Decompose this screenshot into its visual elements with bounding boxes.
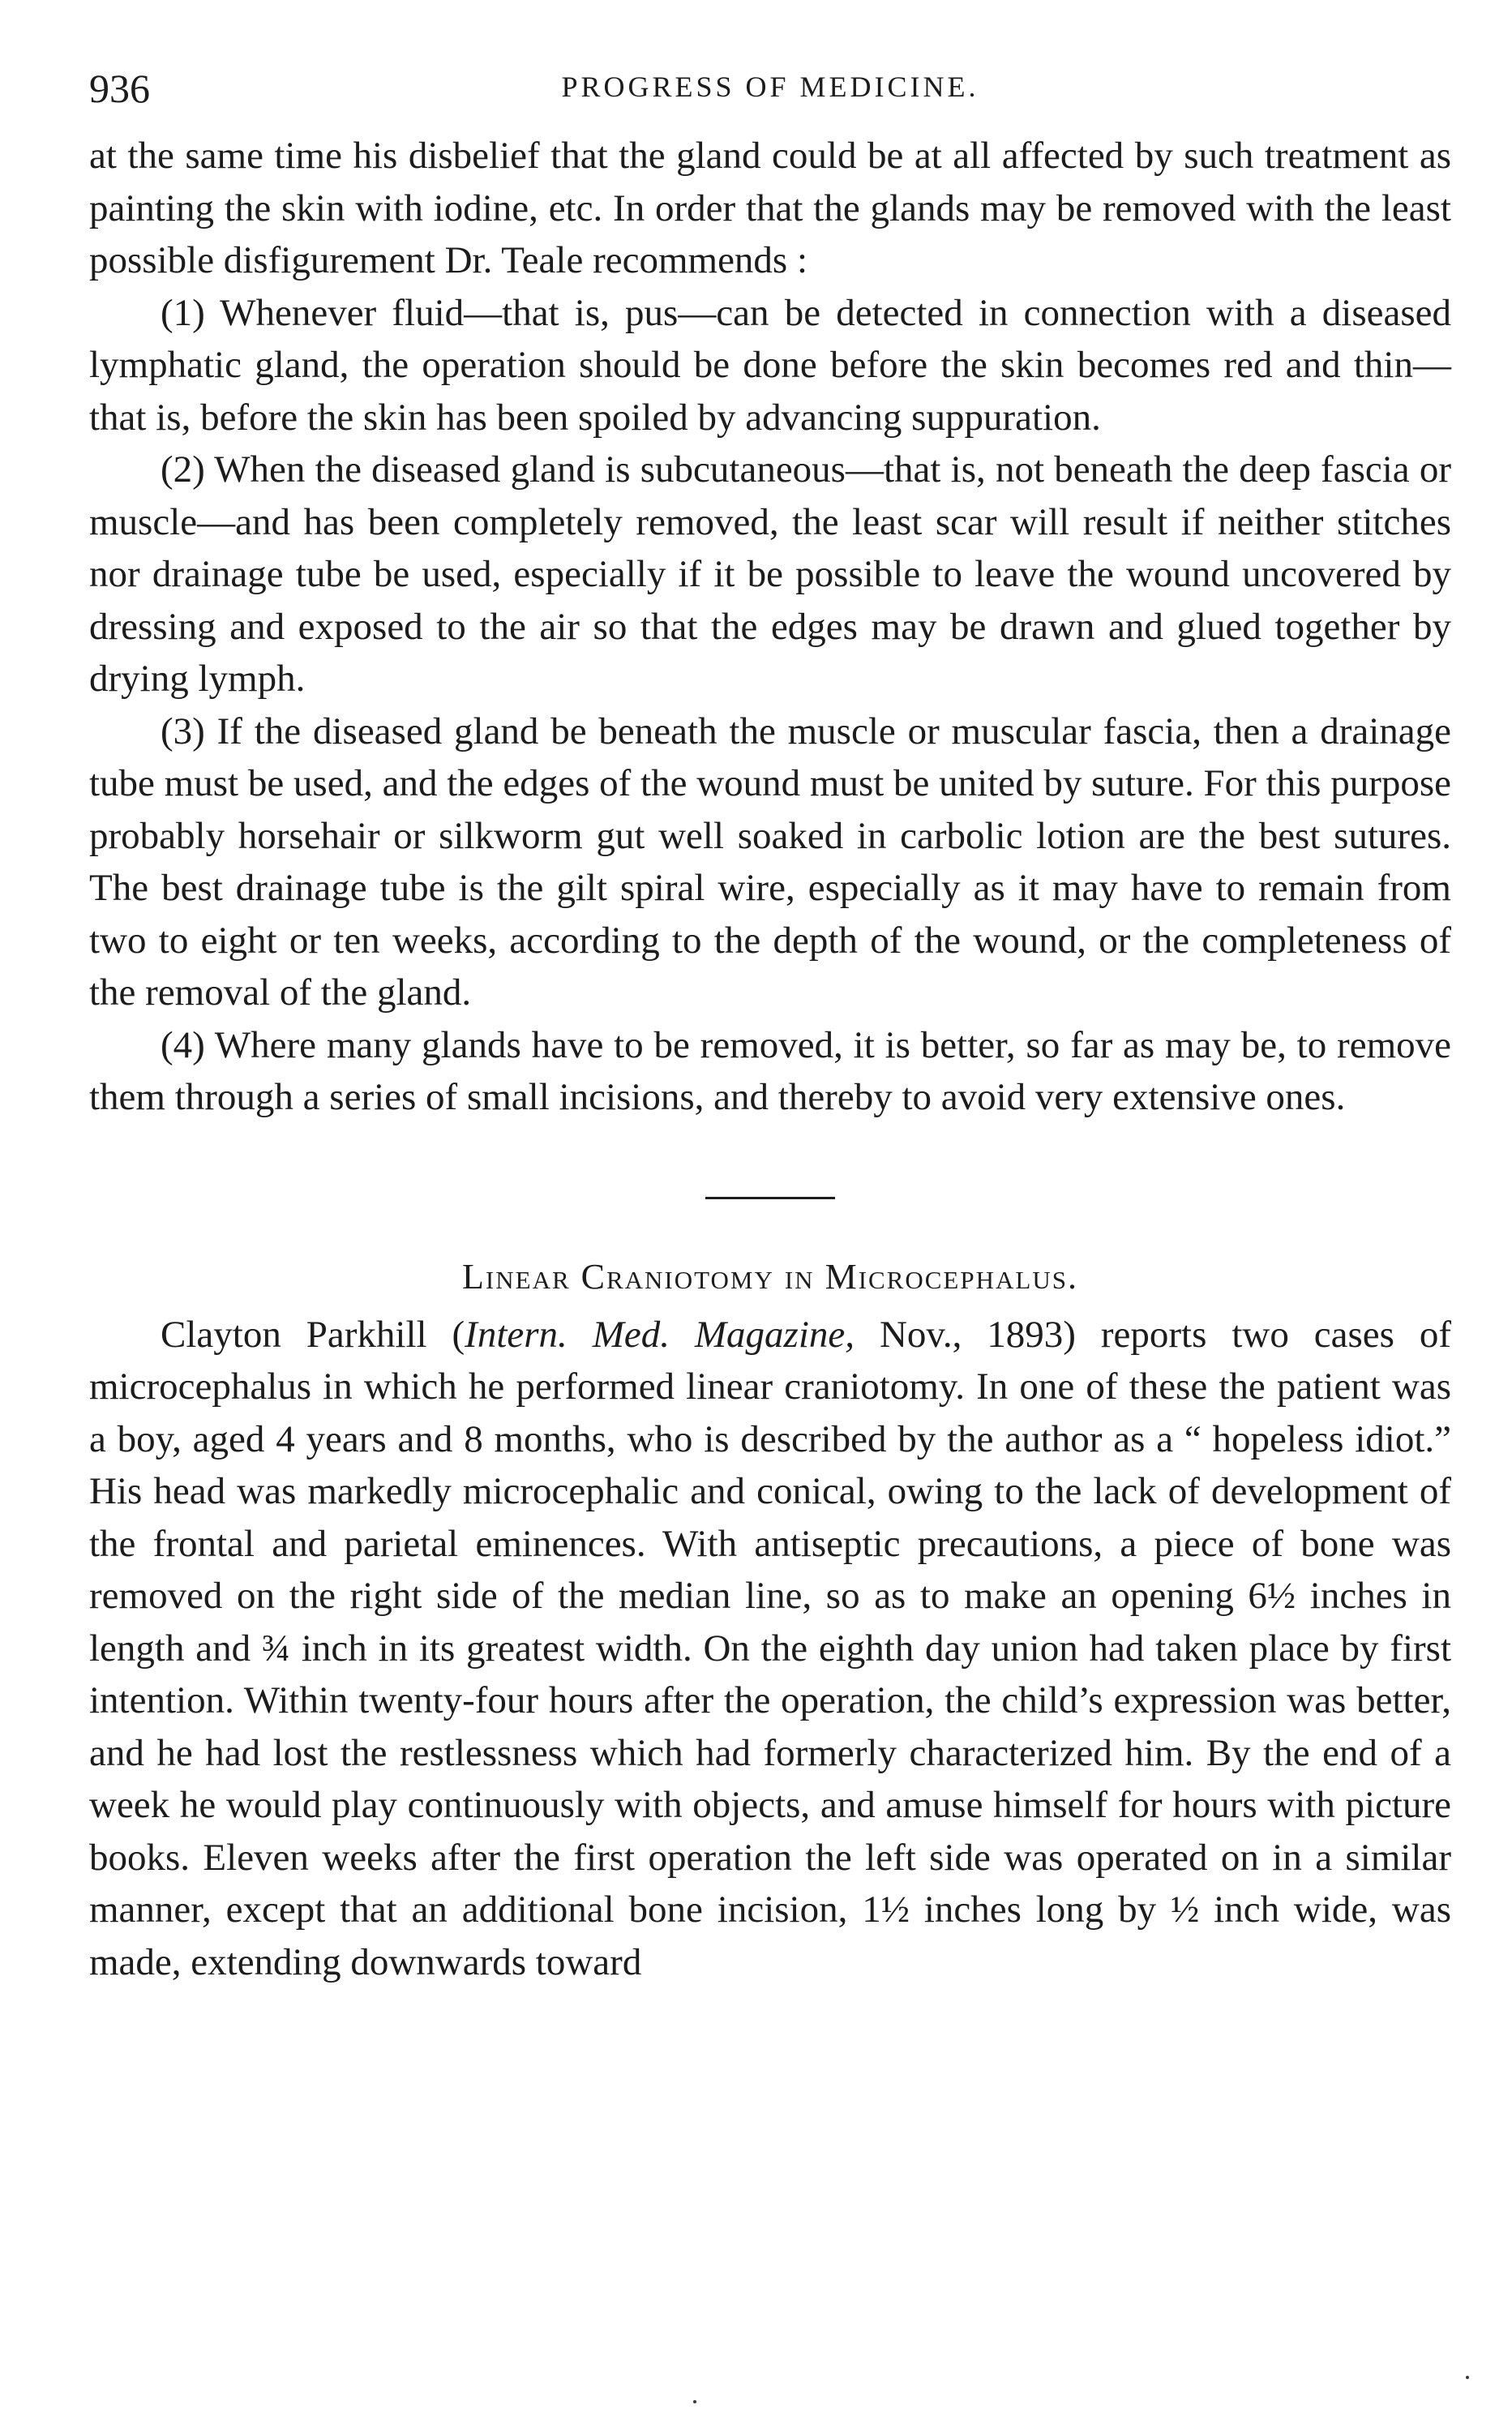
print-speck: [1466, 2376, 1469, 2379]
paragraph-text: Nov., 1893) reports two cases of microcephalus in which he performed linear craniotomy. In one of these the patient was a boy, aged 4 years and 8 months, who is described by the author as a “ hopeless idiot.” His head was markedly microcephalic and conical, owing to the lack of development of the frontal and parietal eminences. With antiseptic precautions, a piece of bone was removed on the right side of the median line, so as to make an opening 6½ inches in length and ¾ inch in its greatest width. On the eighth day union had taken place by first intention. Within twenty-four hours after the operation, the child’s expression was better, and he had lost the restlessness which had formerly characterized him. By the end of a week he would play continuously with objects, and amuse himself for hours with picture books. Eleven weeks after the first operation the left side was operated on in a similar manner, except that an additional bone incision, 1½ inches long by ½ inch wide, was made, extending downwards toward: [89, 1313, 1451, 1983]
recommendation-item-3: (3) If the diseased gland be beneath the muscle or muscular fascia, then a drainage tube must be used, and the edges of the wound must be united by suture. For this purpose probably horsehair or silkworm gut well soaked in carbolic lotion are the best sutures. The best drainage tube is the gilt spiral wire, especially as it may have to remain from two to eight or ten weeks, according to the depth of the wound, or the completeness of the removal of the gland.: [89, 709, 1451, 1014]
running-title: PROGRESS OF MEDICINE.: [561, 71, 979, 103]
section-heading: Linear Craniotomy in Microcephalus.: [462, 1256, 1078, 1297]
recommendation-item-4: (4) Where many glands have to be removed, it is better, so far as may be, to remove them through a series of small incisions, and thereby to avoid very extensive ones.: [89, 1023, 1451, 1118]
paragraph-lead: Clayton Parkhill (: [161, 1313, 465, 1356]
running-head: [89, 65, 1451, 130]
intro-paragraph: at the same time his disbelief that the gland could be at all affected by such treatment as painting the skin with iodine, etc. In order that the glands may be removed with the least possible disfigurement Dr. Teale recommends :: [89, 135, 1451, 281]
journal-title: Intern. Med. Magazine,: [465, 1313, 855, 1356]
section-paragraph: [89, 1309, 1451, 1989]
recommendation-item-2: (2) When the diseased gland is subcutaneous—that is, not beneath the deep fascia or muscle—and has been completely removed, the least scar will result if neither stitches nor drainage tube be used, especially if it be possible to leave the wound uncovered by dressing and exposed to the air so that the edges may be drawn and glued together by drying lymph.: [89, 448, 1451, 700]
section-divider: [705, 1197, 835, 1199]
book-page: [89, 65, 1451, 2384]
recommendation-item-1: (1) Whenever fluid—that is, pus—can be detected in connection with a diseased lymphatic gland, the operation should be done before the skin becomes red and thin—that is, before the skin has been spoiled by advancing suppuration.: [89, 291, 1451, 439]
page-number: 936: [89, 66, 150, 111]
print-speck: [693, 2400, 696, 2403]
